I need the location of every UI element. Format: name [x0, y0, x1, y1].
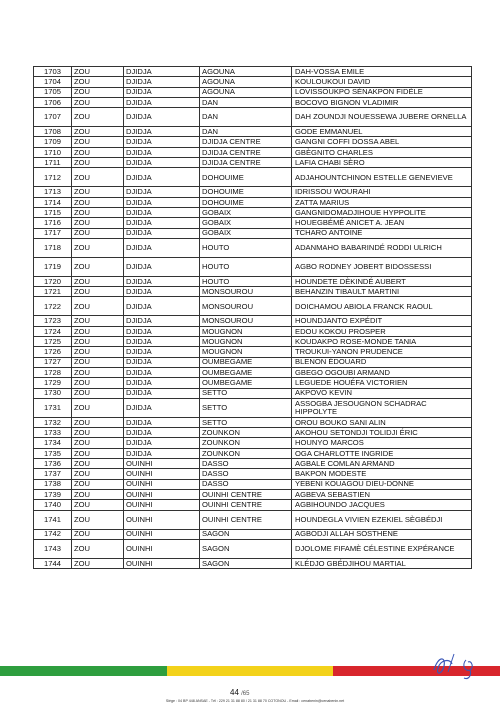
row-number-cell: 1717 — [34, 228, 72, 238]
department-cell: ZOU — [72, 448, 124, 458]
arrondissement-cell: ZOUNKON — [200, 448, 292, 458]
person-name-cell: DOICHAMOU ABIOLA FRANCK RAOUL — [292, 297, 472, 316]
commune-cell: DJIDJA — [124, 197, 200, 207]
row-number-cell: 1735 — [34, 448, 72, 458]
commune-cell: DJIDJA — [124, 378, 200, 388]
arrondissement-cell: MOUGNON — [200, 326, 292, 336]
row-number-cell: 1722 — [34, 297, 72, 316]
commune-cell: OUINHI — [124, 539, 200, 558]
row-number-cell: 1712 — [34, 168, 72, 187]
arrondissement-cell: HOUTO — [200, 238, 292, 257]
commune-cell: DJIDJA — [124, 357, 200, 367]
person-name-cell: GANGNI COFFI DOSSA ABEL — [292, 137, 472, 147]
commune-cell: DJIDJA — [124, 448, 200, 458]
person-name-cell: IDRISSOU WOURAHI — [292, 187, 472, 197]
row-number-cell: 1716 — [34, 218, 72, 228]
row-number-cell: 1740 — [34, 500, 72, 510]
person-name-cell: AGBIHOUNDO JACQUES — [292, 500, 472, 510]
person-name-cell: EDOU KOKOU PROSPER — [292, 326, 472, 336]
row-number-cell: 1742 — [34, 529, 72, 539]
arrondissement-cell: MONSOUROU — [200, 287, 292, 297]
commune-cell: DJIDJA — [124, 388, 200, 398]
department-cell: ZOU — [72, 510, 124, 529]
commune-cell: OUINHI — [124, 500, 200, 510]
table-row — [34, 187, 472, 197]
person-name-cell: HOUNYO MARCOS — [292, 438, 472, 448]
table-row — [34, 510, 472, 529]
row-number-cell: 1710 — [34, 147, 72, 157]
person-name-cell: BOCOVO BIGNON VLADIMIR — [292, 97, 472, 107]
department-cell: ZOU — [72, 108, 124, 127]
department-cell: ZOU — [72, 489, 124, 499]
table-row — [34, 147, 472, 157]
table-row — [34, 276, 472, 286]
commune-cell: DJIDJA — [124, 168, 200, 187]
table-row — [34, 326, 472, 336]
table-row — [34, 197, 472, 207]
department-cell: ZOU — [72, 529, 124, 539]
arrondissement-cell: DASSO — [200, 479, 292, 489]
table-row — [34, 448, 472, 458]
department-cell: ZOU — [72, 337, 124, 347]
department-cell: ZOU — [72, 276, 124, 286]
department-cell: ZOU — [72, 347, 124, 357]
person-name-cell: DAH-VOSSA EMILE — [292, 67, 472, 77]
department-cell: ZOU — [72, 469, 124, 479]
arrondissement-cell: OUMBEGAME — [200, 357, 292, 367]
row-number-cell: 1744 — [34, 558, 72, 568]
department-cell: ZOU — [72, 316, 124, 326]
department-cell: ZOU — [72, 257, 124, 276]
row-number-cell: 1718 — [34, 238, 72, 257]
arrondissement-cell: DJIDJA CENTRE — [200, 158, 292, 168]
table-row — [34, 158, 472, 168]
department-cell: ZOU — [72, 158, 124, 168]
arrondissement-cell: SAGON — [200, 539, 292, 558]
commune-cell: OUINHI — [124, 529, 200, 539]
person-name-cell: LEGUEDE HOUÉFA VICTORIEN — [292, 378, 472, 388]
department-cell: ZOU — [72, 218, 124, 228]
table-row — [34, 398, 472, 417]
table-row — [34, 97, 472, 107]
row-number-cell: 1707 — [34, 108, 72, 127]
table-row — [34, 500, 472, 510]
commune-cell: OUINHI — [124, 469, 200, 479]
row-number-cell: 1743 — [34, 539, 72, 558]
table-row — [34, 67, 472, 77]
table-row — [34, 417, 472, 427]
table-row — [34, 357, 472, 367]
commune-cell: DJIDJA — [124, 367, 200, 377]
arrondissement-cell: OUINHI CENTRE — [200, 510, 292, 529]
table-row — [34, 489, 472, 499]
department-cell: ZOU — [72, 187, 124, 197]
department-cell: ZOU — [72, 97, 124, 107]
arrondissement-cell: DASSO — [200, 469, 292, 479]
department-cell: ZOU — [72, 238, 124, 257]
arrondissement-cell: OUINHI CENTRE — [200, 500, 292, 510]
commune-cell: OUINHI — [124, 459, 200, 469]
arrondissement-cell: HOUTO — [200, 257, 292, 276]
person-name-cell: HOUNDEGLA VIVIEN EZEKIEL SÈGBÉDJI — [292, 510, 472, 529]
department-cell: ZOU — [72, 77, 124, 87]
department-cell: ZOU — [72, 297, 124, 316]
arrondissement-cell: AGOUNA — [200, 87, 292, 97]
person-name-cell: AGBEVA SEBASTIEN — [292, 489, 472, 499]
row-number-cell: 1732 — [34, 417, 72, 427]
arrondissement-cell: SAGON — [200, 558, 292, 568]
arrondissement-cell: MONSOUROU — [200, 316, 292, 326]
commune-cell: DJIDJA — [124, 207, 200, 217]
row-number-cell: 1724 — [34, 326, 72, 336]
table-row — [34, 367, 472, 377]
flag-green-stripe — [0, 666, 167, 676]
commune-cell: DJIDJA — [124, 438, 200, 448]
person-name-cell: HOUNDJANTO EXPÉDIT — [292, 316, 472, 326]
arrondissement-cell: DOHOUIME — [200, 197, 292, 207]
person-name-cell: OROU BOUKO SANI ALIN — [292, 417, 472, 427]
page-number — [230, 688, 249, 697]
department-cell: ZOU — [72, 197, 124, 207]
arrondissement-cell: DOHOUIME — [200, 187, 292, 197]
person-name-cell: ADJAHOUNTCHINON ESTELLE GENEVIEVE — [292, 168, 472, 187]
person-name-cell: YEBENI KOUAGOU DIEU-DONNE — [292, 479, 472, 489]
row-number-cell: 1725 — [34, 337, 72, 347]
commune-cell: DJIDJA — [124, 337, 200, 347]
table-row — [34, 469, 472, 479]
row-number-cell: 1741 — [34, 510, 72, 529]
table-row — [34, 539, 472, 558]
table-row — [34, 77, 472, 87]
row-number-cell: 1704 — [34, 77, 72, 87]
table-row — [34, 378, 472, 388]
commune-cell: OUINHI — [124, 489, 200, 499]
commune-cell: DJIDJA — [124, 147, 200, 157]
flag-yellow-stripe — [167, 666, 334, 676]
person-name-cell: GBEGO OGOUBI ARMAND — [292, 367, 472, 377]
row-number-cell: 1705 — [34, 87, 72, 97]
department-cell: ZOU — [72, 326, 124, 336]
row-number-cell: 1709 — [34, 137, 72, 147]
person-name-cell: DAH ZOUNDJI NOUESSEWA JUBERE ORNELLA — [292, 108, 472, 127]
department-cell: ZOU — [72, 417, 124, 427]
row-number-cell: 1720 — [34, 276, 72, 286]
commune-cell: DJIDJA — [124, 87, 200, 97]
arrondissement-cell: DASSO — [200, 459, 292, 469]
commune-cell: DJIDJA — [124, 187, 200, 197]
person-name-cell: ASSOGBA JESOUGNON SCHADRAC HIPPOLYTE — [292, 398, 472, 417]
row-number-cell: 1719 — [34, 257, 72, 276]
table-row — [34, 127, 472, 137]
department-cell: ZOU — [72, 168, 124, 187]
arrondissement-cell: SETTO — [200, 417, 292, 427]
person-name-cell: KOULOUKOUI DAVID — [292, 77, 472, 87]
arrondissement-cell: MONSOUROU — [200, 297, 292, 316]
commune-cell: DJIDJA — [124, 238, 200, 257]
row-number-cell: 1736 — [34, 459, 72, 469]
table-row — [34, 218, 472, 228]
table-row — [34, 479, 472, 489]
handwritten-signature — [428, 650, 488, 680]
department-cell: ZOU — [72, 438, 124, 448]
commune-cell: DJIDJA — [124, 97, 200, 107]
department-cell: ZOU — [72, 428, 124, 438]
person-name-cell: DJOLOME FIFAMÈ CÉLESTINE EXPÉRANCE — [292, 539, 472, 558]
commune-cell: OUINHI — [124, 558, 200, 568]
table-row — [34, 347, 472, 357]
person-name-cell: HOUEGBÉMÉ ANICET A. JEAN — [292, 218, 472, 228]
department-cell: ZOU — [72, 228, 124, 238]
arrondissement-cell: DAN — [200, 127, 292, 137]
arrondissement-cell: SAGON — [200, 529, 292, 539]
commune-cell: DJIDJA — [124, 417, 200, 427]
commune-cell: DJIDJA — [124, 257, 200, 276]
department-cell: ZOU — [72, 87, 124, 97]
arrondissement-cell: SETTO — [200, 398, 292, 417]
row-number-cell: 1728 — [34, 367, 72, 377]
table-row — [34, 388, 472, 398]
arrondissement-cell: GOBAIX — [200, 207, 292, 217]
row-number-cell: 1721 — [34, 287, 72, 297]
arrondissement-cell: DJIDJA CENTRE — [200, 147, 292, 157]
department-cell: ZOU — [72, 287, 124, 297]
person-name-cell: ZATTA MARIUS — [292, 197, 472, 207]
row-number-cell: 1706 — [34, 97, 72, 107]
arrondissement-cell: OUINHI CENTRE — [200, 489, 292, 499]
department-cell: ZOU — [72, 67, 124, 77]
arrondissement-cell: ZOUNKON — [200, 438, 292, 448]
commune-cell: DJIDJA — [124, 326, 200, 336]
person-name-cell: AGBODJI ALLAH SOSTHENE — [292, 529, 472, 539]
footer-address: Siège : 04 BP 448 ANSAE - Tél : 229 21 31 88 80 / 21 31 88 70 COTONOU - Email : cenabenin@cenabenin.net — [165, 699, 345, 703]
table-row — [34, 316, 472, 326]
table-row — [34, 297, 472, 316]
department-cell: ZOU — [72, 388, 124, 398]
arrondissement-cell: OUMBEGAME — [200, 367, 292, 377]
row-number-cell: 1723 — [34, 316, 72, 326]
commune-cell: DJIDJA — [124, 297, 200, 316]
arrondissement-cell: HOUTO — [200, 276, 292, 286]
roster-table — [33, 66, 472, 569]
person-name-cell: HOUNDETE DÈKINDÉ AUBERT — [292, 276, 472, 286]
commune-cell: DJIDJA — [124, 398, 200, 417]
row-number-cell: 1703 — [34, 67, 72, 77]
arrondissement-cell: DAN — [200, 108, 292, 127]
commune-cell: DJIDJA — [124, 316, 200, 326]
department-cell: ZOU — [72, 539, 124, 558]
row-number-cell: 1714 — [34, 197, 72, 207]
commune-cell: DJIDJA — [124, 137, 200, 147]
person-name-cell: OGA CHARLOTTE INGRIDE — [292, 448, 472, 458]
row-number-cell: 1729 — [34, 378, 72, 388]
department-cell: ZOU — [72, 378, 124, 388]
arrondissement-cell: GOBAIX — [200, 218, 292, 228]
row-number-cell: 1727 — [34, 357, 72, 367]
commune-cell: DJIDJA — [124, 158, 200, 168]
row-number-cell: 1733 — [34, 428, 72, 438]
table-row — [34, 168, 472, 187]
row-number-cell: 1731 — [34, 398, 72, 417]
person-name-cell: AGBALE COMLAN ARMAND — [292, 459, 472, 469]
page-number-value: 44 — [230, 688, 239, 697]
row-number-cell: 1715 — [34, 207, 72, 217]
roster-body — [34, 67, 472, 569]
commune-cell: DJIDJA — [124, 276, 200, 286]
page-number-suffix: /65 — [241, 691, 250, 697]
commune-cell: DJIDJA — [124, 67, 200, 77]
table-row — [34, 257, 472, 276]
table-row — [34, 529, 472, 539]
table-row — [34, 428, 472, 438]
person-name-cell: LOVISSOUKPO SÈNAKPON FIDÈLE — [292, 87, 472, 97]
arrondissement-cell: DAN — [200, 97, 292, 107]
commune-cell: DJIDJA — [124, 108, 200, 127]
table-row — [34, 137, 472, 147]
person-name-cell: BAKPON MODESTE — [292, 469, 472, 479]
arrondissement-cell: GOBAIX — [200, 228, 292, 238]
person-name-cell: GANGNIDOMADJIHOUE HYPPOLITE — [292, 207, 472, 217]
commune-cell: OUINHI — [124, 510, 200, 529]
row-number-cell: 1711 — [34, 158, 72, 168]
row-number-cell: 1713 — [34, 187, 72, 197]
department-cell: ZOU — [72, 558, 124, 568]
row-number-cell: 1726 — [34, 347, 72, 357]
table-row — [34, 87, 472, 97]
table-row — [34, 337, 472, 347]
arrondissement-cell: MOUGNON — [200, 337, 292, 347]
department-cell: ZOU — [72, 357, 124, 367]
table-row — [34, 438, 472, 448]
table-row — [34, 207, 472, 217]
arrondissement-cell: AGOUNA — [200, 67, 292, 77]
department-cell: ZOU — [72, 137, 124, 147]
arrondissement-cell: DOHOUIME — [200, 168, 292, 187]
arrondissement-cell: DJIDJA CENTRE — [200, 137, 292, 147]
row-number-cell: 1734 — [34, 438, 72, 448]
table-row — [34, 108, 472, 127]
row-number-cell: 1739 — [34, 489, 72, 499]
person-name-cell: LAFIA CHABI SÈRO — [292, 158, 472, 168]
person-name-cell: ADANMAHO BABARINDÉ RODDI ULRICH — [292, 238, 472, 257]
person-name-cell: AKPOVO KEVIN — [292, 388, 472, 398]
commune-cell: DJIDJA — [124, 347, 200, 357]
commune-cell: DJIDJA — [124, 228, 200, 238]
person-name-cell: KOUDAKPO ROSE-MONDE TANIA — [292, 337, 472, 347]
row-number-cell: 1737 — [34, 469, 72, 479]
person-name-cell: KLÉDJO GBÉDJIHOU MARTIAL — [292, 558, 472, 568]
arrondissement-cell: AGOUNA — [200, 77, 292, 87]
department-cell: ZOU — [72, 207, 124, 217]
person-name-cell: GBÈGNITO CHARLES — [292, 147, 472, 157]
arrondissement-cell: OUMBEGAME — [200, 378, 292, 388]
person-name-cell: BEHANZIN TIBAULT MARTINI — [292, 287, 472, 297]
person-name-cell: AKOHOU SETONDJI TOLIDJI ÉRIC — [292, 428, 472, 438]
person-name-cell: BLENON ÉDOUARD — [292, 357, 472, 367]
person-name-cell: TROUKUI-YANON PRUDENCE — [292, 347, 472, 357]
arrondissement-cell: SETTO — [200, 388, 292, 398]
table-row — [34, 558, 472, 568]
commune-cell: OUINHI — [124, 479, 200, 489]
row-number-cell: 1730 — [34, 388, 72, 398]
commune-cell: DJIDJA — [124, 218, 200, 228]
commune-cell: DJIDJA — [124, 77, 200, 87]
department-cell: ZOU — [72, 459, 124, 469]
table-row — [34, 238, 472, 257]
commune-cell: DJIDJA — [124, 287, 200, 297]
person-name-cell: AGBO RODNEY JOBERT BIDOSSESSI — [292, 257, 472, 276]
row-number-cell: 1738 — [34, 479, 72, 489]
department-cell: ZOU — [72, 127, 124, 137]
arrondissement-cell: ZOUNKON — [200, 428, 292, 438]
flag-color-bar — [0, 666, 500, 676]
person-name-cell: TCHARO ANTOINE — [292, 228, 472, 238]
commune-cell: DJIDJA — [124, 127, 200, 137]
department-cell: ZOU — [72, 479, 124, 489]
commune-cell: DJIDJA — [124, 428, 200, 438]
department-cell: ZOU — [72, 500, 124, 510]
table-row — [34, 228, 472, 238]
arrondissement-cell: MOUGNON — [200, 347, 292, 357]
department-cell: ZOU — [72, 367, 124, 377]
department-cell: ZOU — [72, 147, 124, 157]
row-number-cell: 1708 — [34, 127, 72, 137]
department-cell: ZOU — [72, 398, 124, 417]
table-row — [34, 459, 472, 469]
table-row — [34, 287, 472, 297]
person-name-cell: GODE EMMANUEL — [292, 127, 472, 137]
